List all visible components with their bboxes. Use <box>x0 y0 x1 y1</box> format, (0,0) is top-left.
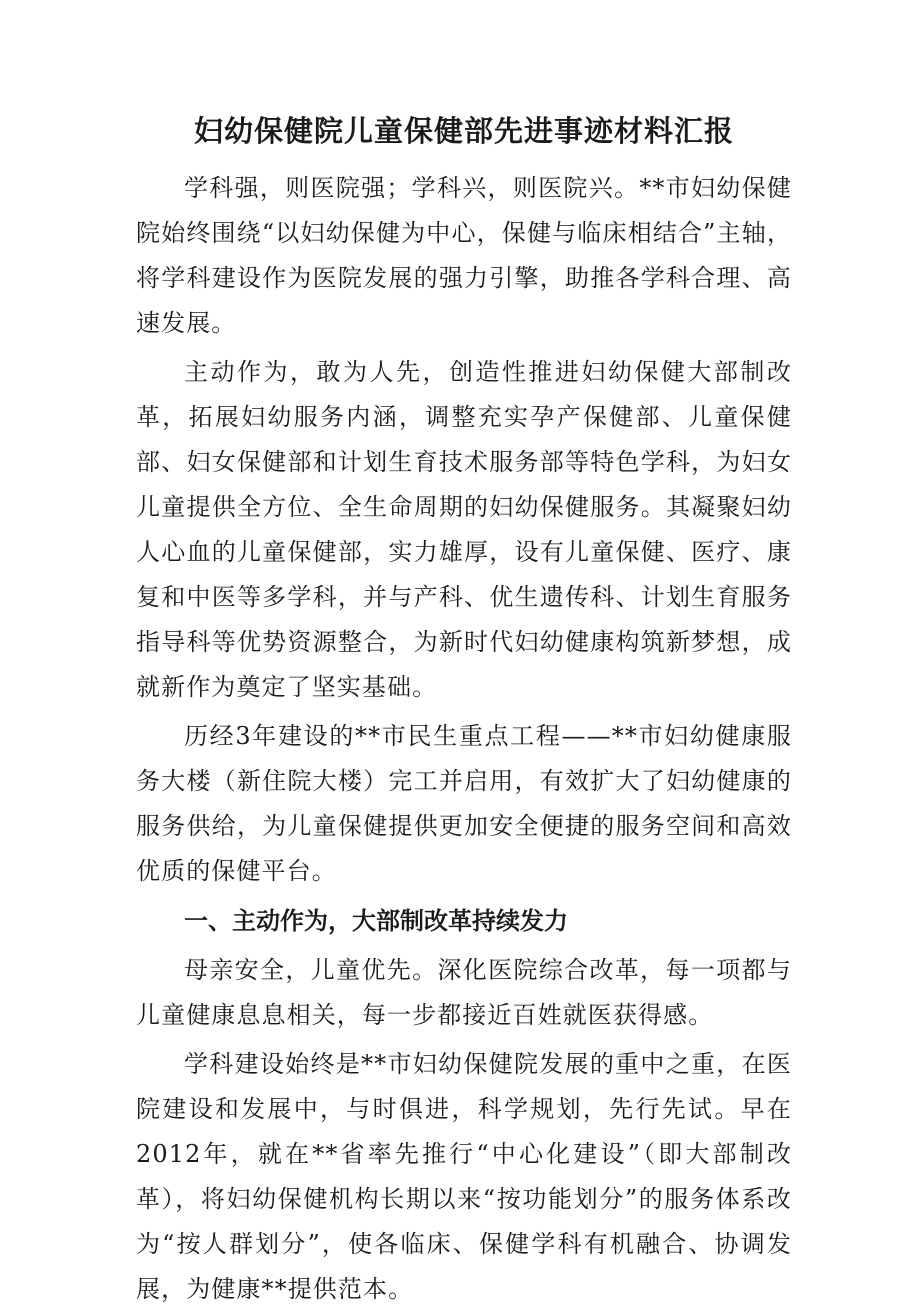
intro-paragraph-3: 历经3年建设的**市民生重点工程——**市妇幼健康服务大楼（新住院大楼）完工并启用，有效扩大了妇幼健康的服务供给，为儿童保健提供更加安全便捷的服务空间和高效优质的保健平台。 <box>136 722 792 885</box>
section-heading-1: 一、主动作为，大部制改革持续发力 <box>184 907 568 935</box>
document-title: 妇幼保健院儿童保健部先进事迹材料汇报 <box>193 114 734 148</box>
section1-paragraph-1: 母亲安全，儿童优先。深化医院综合改革，每一项都与儿童健康息息相关，每一步都接近百姓就医获得感。 <box>136 956 792 1029</box>
intro-paragraph-2: 主动作为，敢为人先，创造性推进妇幼保健大部制改革，拓展妇幼服务内涵，调整充实孕产保健部、儿童保健部、妇女保健部和计划生育技术服务部等特色学科，为妇女儿童提供全方位、全生命周期的妇幼保健服务。其凝聚妇幼人心血的儿童保健部，实力雄厚，设有儿童保健、医疗、康复和中医等多学科，并与产科、优生遗传科、计划生育服务指导科等优势资源整合，为新时代妇幼健康构筑新梦想，成就新作为奠定了坚实基础。 <box>136 358 792 701</box>
section1-paragraph-2: 学科建设始终是**市妇幼保健院发展的重中之重，在医院建设和发展中，与时俱进，科学规划，先行先试。早在2012年，就在**省率先推行“中心化建设”（即大部制改革），将妇幼保健机构长期以来“按功能划分”的服务体系改为“按人群划分”，使各临床、保健学科有机融合、协调发展，为健康**提供范本。 <box>136 1050 792 1303</box>
intro-paragraph-1: 学科强，则医院强；学科兴，则医院兴。**市妇幼保健院始终围绕“以妇幼保健为中心，保健与临床相结合”主轴，将学科建设作为医院发展的强力引擎，助推各学科合理、高速发展。 <box>136 174 792 337</box>
